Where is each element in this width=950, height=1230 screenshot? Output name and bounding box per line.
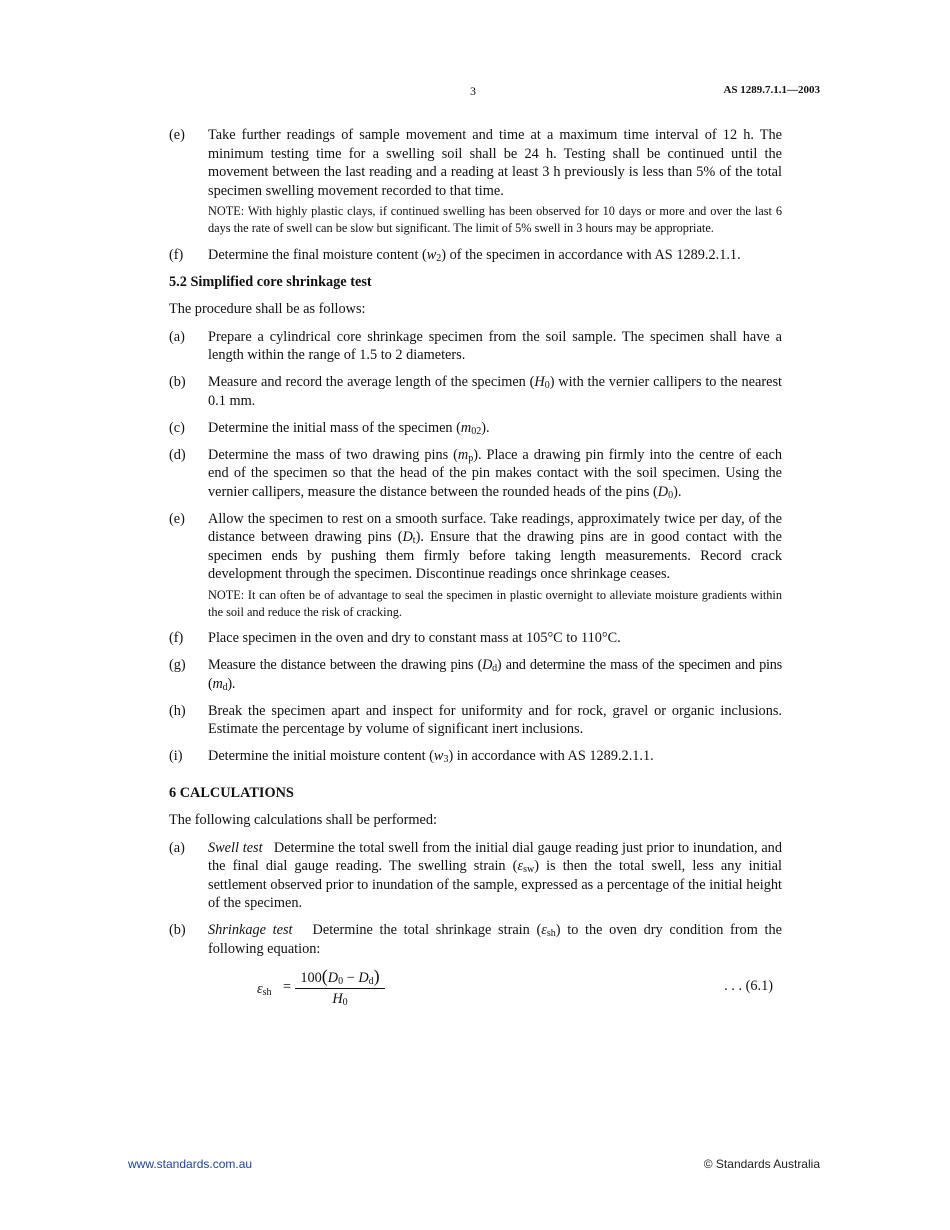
item-label: (h): [169, 702, 186, 719]
item-label: (d): [169, 446, 186, 463]
item-text: Determine the initial moisture content $(w_3)$ in accordance with AS 1289.2.1.1.: [208, 748, 654, 765]
list-item: [169, 839, 782, 913]
list-item: [169, 629, 782, 648]
item-label: (f): [169, 630, 184, 646]
note: NOTE: It can often be of advantage to seal the specimen in plastic overnight to alleviate moisture gradients within the soil and reduce the risk of cracking.: [208, 587, 782, 619]
item-text: Break the specimen apart and inspect for uniformity and for rock, gravel or organic inclusions. Estimate the percentage by volume of significant inert inclusions.: [208, 702, 782, 737]
list-item: [169, 747, 782, 766]
footer-copyright: © Standards Australia: [703, 1157, 820, 1171]
denominator: $H_0$: [332, 991, 348, 1008]
item-label: (e): [169, 127, 185, 143]
equation-lhs: $\varepsilon_{sh}$: [257, 980, 272, 998]
item-label: (c): [169, 419, 185, 436]
item-text: Measure the distance between the drawing pins $(D_d)$ and determine the mass of the specimen and pins $(m_d)$.: [208, 657, 782, 693]
equals-sign: =: [283, 978, 292, 995]
footer-website-link[interactable]: www.standards.com.au: [128, 1157, 253, 1171]
item-label: (i): [169, 748, 183, 764]
section-intro: The following calculations shall be performed:: [169, 812, 437, 828]
list-item: [169, 126, 782, 237]
item-text: [208, 126, 782, 237]
list-item: [169, 656, 782, 693]
list-item: [169, 921, 782, 958]
item-text: Prepare a cylindrical core shrinkage specimen from the soil sample. The specimen shall have a length within the range of 1.5 to 2 diameters.: [208, 328, 782, 363]
section-heading-5-2: 5.2 Simplified core shrinkage test: [169, 273, 372, 290]
list-item: [169, 328, 782, 365]
item-label: (a): [169, 328, 185, 345]
item-label: (b): [169, 922, 186, 938]
item-body: Take further readings of sample movement and time at a maximum time interval of 12 h. The minimum testing time for a swelling soil shall be 24 h. Testing shall be continued until the movement between the last reading and a reading at least 3 h previously is less than 5% of the total specimen swelling movement recorded to that time.: [208, 127, 782, 199]
item-text: Swell test Determine the total swell from the initial dial gauge reading just prior to inundation, and the final dial gauge reading. The swelling strain $(\varepsilon_{sw})$ is then the total swell, less any initial settlement observed prior to inundation of the sample, expressed as a percentage of the initial height of the specimen.: [208, 839, 782, 911]
item-label: (a): [169, 839, 185, 856]
item-label: (f): [169, 246, 184, 263]
page-number: 3: [470, 84, 476, 98]
item-text: Determine the mass of two drawing pins $(m_p)$. Place a drawing pin firmly into the centre of each end of the specimen so that the head of the pin makes contact with the soil specimen. Using the vernier callipers, measure the distance between the rounded heads of the pins $(D_0)$.: [208, 446, 782, 501]
item-text: Measure and record the average length of the specimen $(H_0)$ with the vernier callipers to the nearest 0.1 mm.: [208, 374, 782, 409]
list-item: [169, 419, 782, 438]
equation-6-1: [169, 967, 782, 1015]
item-label: (g): [169, 657, 186, 673]
item-text: Shrinkage test Determine the total shrinkage strain $(\varepsilon_{sh})$ to the oven dry condition from the following equation:: [208, 922, 782, 957]
section-intro: The procedure shall be as follows:: [169, 301, 366, 317]
item-label: (b): [169, 374, 186, 390]
equation-number: . . . (6.1): [724, 977, 773, 994]
numerator: $100(D_0 - D_d)$: [295, 967, 385, 990]
list-item: [169, 510, 782, 621]
standard-code: AS 1289.7.1.1—2003: [723, 84, 820, 96]
document-body: [169, 126, 782, 1015]
item-text: Determine the initial mass of the specimen $(m_{02})$.: [208, 419, 490, 437]
item-text: [208, 510, 782, 621]
item-label: (e): [169, 510, 185, 527]
list-item: [169, 373, 782, 410]
item-text: Place specimen in the oven and dry to constant mass at 105°C to 110°C.: [208, 630, 621, 646]
item-text: Determine the final moisture content $(w_2)$ of the specimen in accordance with AS 1289.2.1.1.: [208, 246, 741, 264]
list-item: [169, 702, 782, 739]
note: NOTE: With highly plastic clays, if continued swelling has been observed for 10 days or more and over the last 6 days the rate of swell can be slow but significant. The limit of 5% swell in 3 hours may be appropriate.: [208, 204, 782, 235]
list-item: [169, 246, 782, 265]
item-body: Allow the specimen to rest on a smooth surface. Take readings, approximately twice per day, of the distance between drawing pins $(D_t)$. Ensure that the drawing pins are in good contact with the specimen ends by pushing them firmly before taking length measurements. Record crack development through the specimen. Discontinue readings once shrinkage ceases.: [208, 510, 782, 582]
equation-fraction: [295, 967, 385, 1009]
section-heading-6: 6 CALCULATIONS: [169, 784, 294, 801]
list-item: [169, 446, 782, 502]
